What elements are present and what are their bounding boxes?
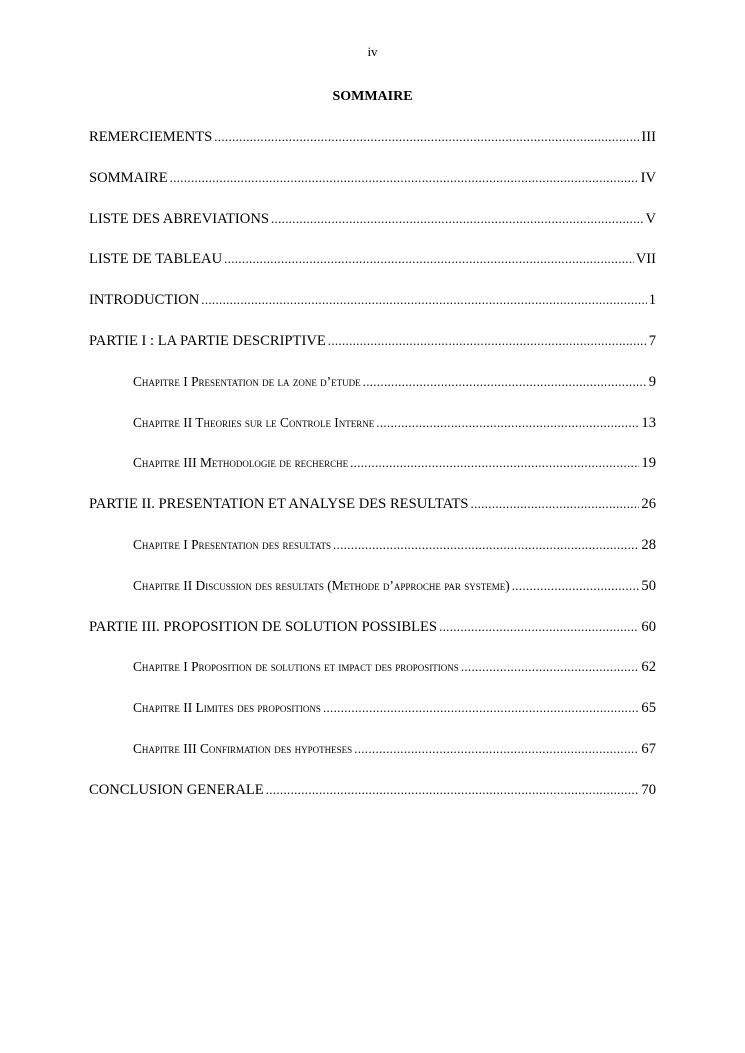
toc-leader-dots [333,537,639,553]
toc-entry-label: REMERCIEMENTS [89,129,213,145]
toc-entry-label: Chapitre II Discussion des resultats (Methode d’approche par systeme) [133,577,510,593]
toc-leader-dots [271,211,643,227]
toc-entry-page: 65 [641,700,656,717]
toc-entry-page: 62 [641,659,656,676]
toc-entry-partie-1[interactable] [89,333,656,374]
toc-entry-label: SOMMAIRE [89,169,168,186]
toc-entry-partie-3[interactable] [89,619,656,660]
toc-entry-page: 67 [641,740,656,757]
toc-leader-dots [224,251,634,267]
toc-entry-page: 60 [641,618,656,635]
toc-entry-label: Chapitre I Proposition de solutions et impact des propositions [133,659,459,675]
toc-entry-label: Chapitre II Theories sur le Controle Interne [133,414,375,430]
toc-entry-label: Chapitre III Methodologie de recherche [133,455,349,471]
toc-entry-page: 28 [641,536,656,553]
toc-entry-page: V [645,210,656,227]
toc-leader-dots [471,496,640,512]
toc-entry-page: 9 [648,373,656,390]
toc-entry-conclusion[interactable] [89,782,656,823]
toc-leader-dots [363,374,647,390]
toc-entry-page: 50 [641,577,656,594]
page-number: iv [367,44,378,59]
toc-entry-page: III [641,129,656,145]
toc-entry-page: 26 [641,496,656,513]
toc-leader-dots [170,170,639,186]
toc-entry-page: 13 [641,414,656,431]
toc-entry-page: IV [640,169,656,186]
toc-entry-introduction[interactable] [89,292,656,333]
toc-entry-page: 70 [641,781,656,798]
toc-entry-partie-2-chapitre-1[interactable] [89,537,656,578]
toc-entry-partie-1-chapitre-3[interactable] [89,455,656,496]
toc-entry-page: 19 [641,455,656,472]
toc-entry-page: 1 [648,292,656,309]
page-title: SOMMAIRE [332,89,413,104]
toc-entry-partie-1-chapitre-2[interactable] [89,415,656,456]
toc-entry-partie-2-chapitre-2[interactable] [89,578,656,619]
toc-entry-remerciements[interactable] [89,129,656,170]
toc-entry-sommaire[interactable] [89,170,656,211]
toc-leader-dots [376,415,639,431]
toc-entry-page: VII [635,251,656,268]
toc-leader-dots [328,333,647,349]
toc-entry-page: 7 [648,332,656,349]
toc-leader-dots [350,455,639,471]
toc-leader-dots [201,292,646,308]
toc-entry-label: Chapitre I Presentation de la zone d’etude [133,373,361,389]
toc-entry-label: PARTIE II. PRESENTATION ET ANALYSE DES RESULTATS [89,496,469,513]
toc-leader-dots [512,578,640,594]
toc-entry-label: Chapitre II Limites des propositions [133,700,321,716]
toc-entry-liste-abreviations[interactable] [89,211,656,252]
toc-leader-dots [354,741,639,757]
toc-entry-label: Chapitre III Confirmation des hypotheses [133,740,353,756]
toc-entry-partie-3-chapitre-2[interactable] [89,700,656,741]
toc-entry-liste-tableau[interactable] [89,251,656,292]
toc-leader-dots [266,782,640,798]
toc-entry-partie-3-chapitre-3[interactable] [89,741,656,782]
toc-entry-label: INTRODUCTION [89,292,200,309]
toc-entry-label: PARTIE III. PROPOSITION DE SOLUTION POSSIBLES [89,618,438,635]
toc-leader-dots [323,700,639,716]
toc-entry-label: LISTE DE TABLEAU [89,251,223,268]
toc-entry-partie-3-chapitre-1[interactable] [89,659,656,700]
toc-leader-dots [214,129,639,145]
toc-leader-dots [439,619,639,635]
toc-entry-label: PARTIE I : LA PARTIE DESCRIPTIVE [89,332,326,349]
toc-entry-label: Chapitre I Presentation des resultats [133,536,331,552]
toc-entry-label: LISTE DES ABREVIATIONS [89,210,269,227]
toc-leader-dots [461,659,640,675]
toc-entry-partie-2[interactable] [89,496,656,537]
toc-entry-partie-1-chapitre-1[interactable] [89,374,656,415]
toc-entry-label: CONCLUSION GENERALE [89,781,264,798]
table-of-contents [89,129,656,823]
